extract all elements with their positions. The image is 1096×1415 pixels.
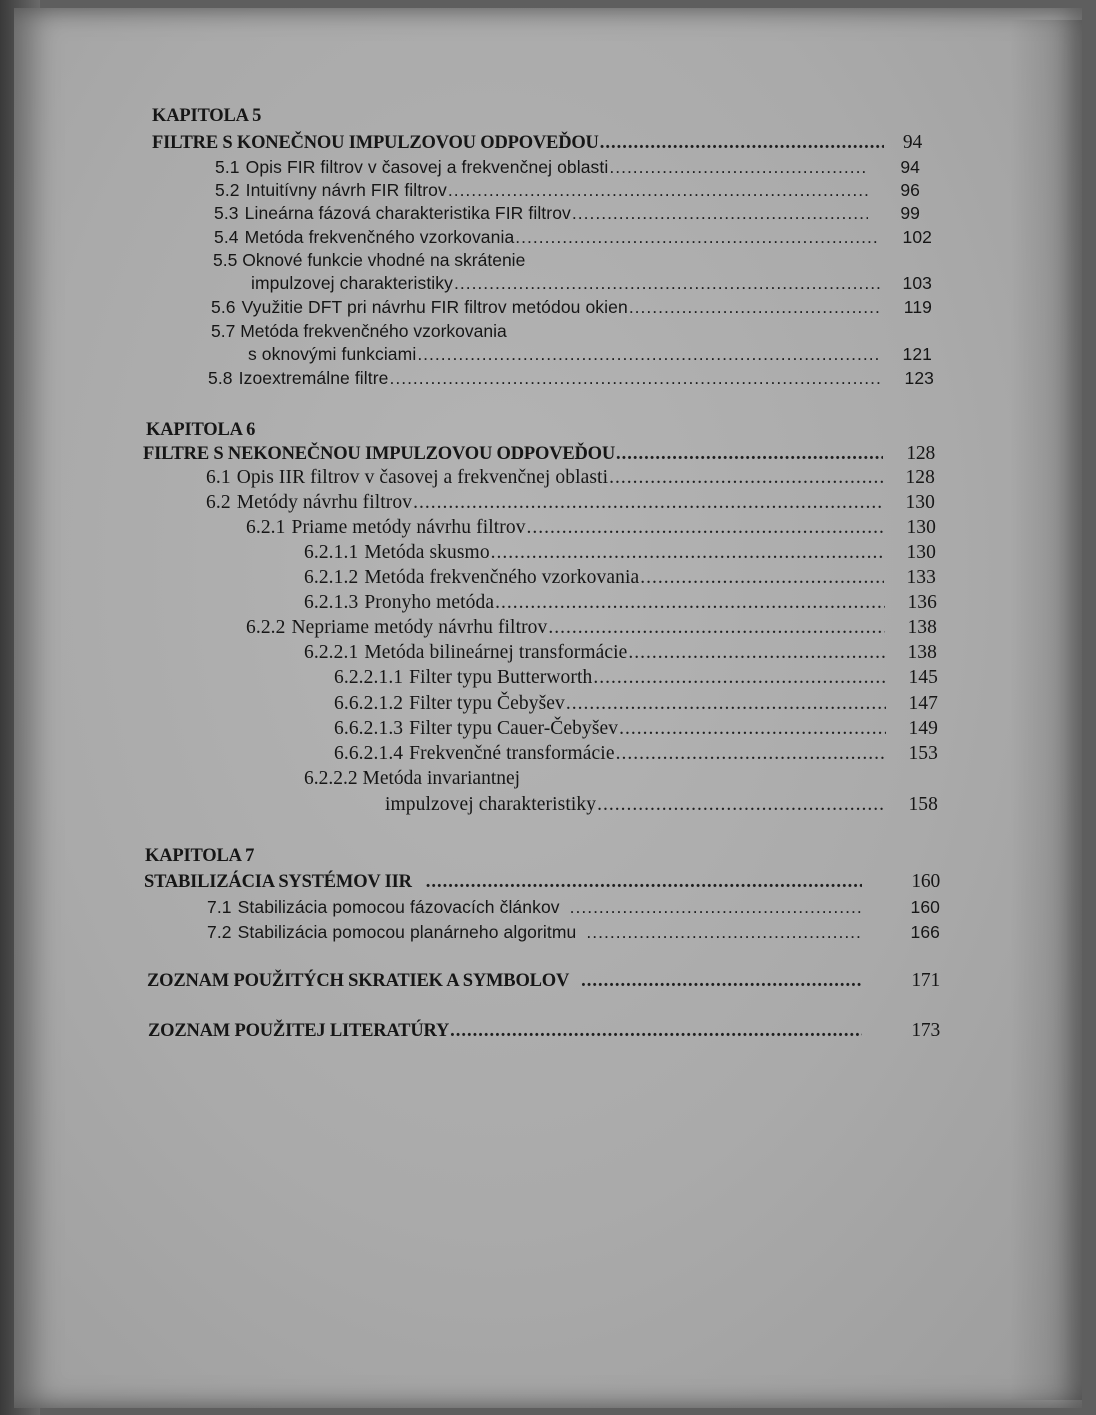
page-number: 160 bbox=[911, 871, 940, 892]
toc-entry[interactable] bbox=[385, 793, 938, 817]
toc-entry[interactable] bbox=[246, 616, 937, 640]
entry-title-continued: s oknovými funkciami bbox=[248, 344, 417, 364]
page-number: 130 bbox=[906, 542, 936, 563]
page-number: 96 bbox=[900, 180, 920, 200]
entry-title-continued: impulzovej charakteristiky bbox=[385, 794, 597, 815]
entry-number: 6.6.2.1.4 bbox=[334, 743, 404, 764]
toc-chapter-title[interactable] bbox=[143, 442, 935, 466]
leader-dots bbox=[495, 591, 885, 615]
toc-entry-first-line[interactable] bbox=[304, 767, 520, 791]
toc-chapter-title[interactable] bbox=[152, 131, 922, 155]
toc-entry[interactable] bbox=[214, 201, 920, 225]
leader-dots bbox=[628, 641, 885, 665]
toc-entry[interactable] bbox=[304, 591, 937, 615]
leader-dots bbox=[491, 541, 884, 565]
leader-dots bbox=[389, 366, 882, 390]
entry-number: 5.3 bbox=[214, 203, 239, 223]
leader-dots bbox=[450, 1019, 862, 1043]
leader-dots bbox=[616, 742, 886, 766]
toc-entry[interactable] bbox=[334, 666, 938, 690]
page-number: 130 bbox=[905, 492, 935, 513]
entry-title: Frekvenčné transformácie bbox=[409, 743, 615, 764]
toc-entry[interactable] bbox=[215, 155, 920, 179]
entry-number: 6.2.2.2 bbox=[304, 768, 358, 789]
toc-entry[interactable] bbox=[248, 342, 932, 366]
page-number: 147 bbox=[908, 693, 938, 714]
page-number: 171 bbox=[911, 970, 940, 991]
entry-title: Metóda bilineárnej transformácie bbox=[364, 642, 628, 663]
leader-dots bbox=[586, 920, 862, 944]
leader-dots bbox=[566, 692, 886, 716]
entry-number: 6.2.2 bbox=[246, 617, 286, 638]
chapter-label: KAPITOLA 6 bbox=[146, 420, 256, 440]
entry-number: 6.6.2.1.3 bbox=[334, 718, 404, 739]
entry-number: 5.1 bbox=[215, 157, 240, 177]
page-number: 158 bbox=[908, 794, 938, 815]
page-number: 94 bbox=[902, 132, 922, 153]
leader-dots bbox=[593, 666, 886, 690]
page-number: 133 bbox=[906, 567, 936, 588]
entry-title: Využitie DFT pri návrhu FIR filtrov metódou okien bbox=[241, 297, 628, 317]
chapter-title-text: FILTRE S NEKONEČNOU IMPULZOVOU ODPOVEĎOU bbox=[143, 444, 615, 464]
entry-number: 5.5 bbox=[213, 250, 238, 270]
entry-title: Stabilizácia pomocou planárneho algoritmu bbox=[237, 922, 577, 942]
entry-number: 5.7 bbox=[211, 321, 236, 341]
toc-entry[interactable] bbox=[211, 295, 932, 319]
toc-appendix-entry[interactable] bbox=[147, 969, 940, 993]
entry-number: 5.8 bbox=[208, 368, 233, 388]
leader-dots bbox=[448, 178, 868, 202]
toc-entry[interactable] bbox=[251, 271, 932, 295]
page-number: 138 bbox=[907, 642, 937, 663]
page-number: 128 bbox=[906, 443, 935, 464]
leader-dots bbox=[570, 895, 862, 919]
leader-dots bbox=[572, 201, 868, 225]
entry-title: Lineárna fázová charakteristika FIR filtrov bbox=[244, 203, 571, 223]
page-number: 119 bbox=[903, 297, 932, 317]
leader-dots bbox=[454, 271, 880, 295]
leader-dots bbox=[581, 969, 862, 993]
entry-number: 7.1 bbox=[207, 897, 232, 917]
entry-title: Filter typu Cauer-Čebyšev bbox=[409, 718, 619, 739]
chapter-title-text: FILTRE S KONEČNOU IMPULZOVOU ODPOVEĎOU bbox=[152, 133, 599, 153]
page-number: 103 bbox=[902, 273, 932, 293]
entry-number: 6.2.1.2 bbox=[304, 567, 359, 588]
page-number: 123 bbox=[904, 368, 934, 388]
toc-entry[interactable] bbox=[304, 541, 936, 565]
page-number: 128 bbox=[905, 467, 935, 488]
entry-title: Metóda frekvenčného vzorkovania bbox=[244, 227, 515, 247]
toc-entry[interactable] bbox=[334, 692, 938, 716]
toc-entry[interactable] bbox=[334, 742, 938, 766]
entry-title: Metóda frekvenčného vzorkovania bbox=[364, 567, 640, 588]
leader-dots bbox=[515, 225, 880, 249]
page-number: 102 bbox=[902, 227, 932, 247]
page-number: 121 bbox=[902, 344, 932, 364]
leader-dots bbox=[616, 442, 883, 466]
toc-entry-first-line[interactable] bbox=[211, 319, 507, 343]
toc-entry[interactable] bbox=[246, 516, 936, 540]
appendix-title: ZOZNAM POUŽITÝCH SKRATIEK A SYMBOLOV bbox=[147, 971, 570, 991]
page-number: 138 bbox=[907, 617, 937, 638]
entry-title: Intuitívny návrh FIR filtrov bbox=[245, 180, 447, 200]
toc-chapter-title[interactable] bbox=[144, 870, 940, 894]
entry-number: 7.2 bbox=[207, 922, 232, 942]
toc-entry[interactable] bbox=[304, 566, 936, 590]
entry-number: 6.2.1.1 bbox=[304, 542, 359, 563]
entry-title: Izoextremálne filtre bbox=[238, 368, 389, 388]
entry-title: Filter typu Čebyšev bbox=[409, 693, 565, 714]
entry-title: Opis FIR filtrov v časovej a frekvenčnej oblasti bbox=[245, 157, 609, 177]
entry-title-continued: impulzovej charakteristiky bbox=[251, 273, 453, 293]
chapter-title-text: STABILIZÁCIA SYSTÉMOV IIR bbox=[144, 872, 412, 892]
leader-dots bbox=[527, 516, 884, 540]
page-number: 94 bbox=[900, 157, 920, 177]
page-number: 173 bbox=[911, 1020, 940, 1041]
entry-title: Metóda skusmo bbox=[364, 542, 490, 563]
entry-title: Nepriame metódy návrhu filtrov bbox=[291, 617, 548, 638]
chapter-label: KAPITOLA 5 bbox=[152, 106, 262, 126]
entry-title: Metóda invariantnej bbox=[362, 768, 521, 789]
entry-title: Priame metódy návrhu filtrov bbox=[291, 517, 526, 538]
entry-title: Stabilizácia pomocou fázovacích článkov bbox=[237, 897, 560, 917]
leader-dots bbox=[609, 466, 883, 490]
entry-number: 6.2 bbox=[206, 492, 231, 513]
toc-entry[interactable] bbox=[206, 466, 935, 490]
leader-dots bbox=[600, 131, 884, 155]
toc-entry-first-line[interactable] bbox=[213, 248, 525, 272]
entry-number: 5.6 bbox=[211, 297, 236, 317]
leader-dots bbox=[413, 491, 883, 515]
entry-title: Metóda frekvenčného vzorkovania bbox=[240, 321, 507, 341]
page-number: 136 bbox=[907, 592, 937, 613]
page-number: 160 bbox=[910, 897, 940, 917]
leader-dots bbox=[548, 616, 885, 640]
entry-number: 5.2 bbox=[215, 180, 240, 200]
leader-dots bbox=[417, 342, 880, 366]
leader-dots bbox=[629, 295, 880, 319]
entry-number: 6.6.2.1.2 bbox=[334, 693, 404, 714]
leader-dots bbox=[619, 717, 886, 741]
toc-entry[interactable] bbox=[208, 366, 934, 390]
leader-dots bbox=[597, 793, 886, 817]
page-number: 149 bbox=[908, 718, 938, 739]
toc-entry[interactable] bbox=[206, 491, 935, 515]
entry-number: 6.2.1.3 bbox=[304, 592, 359, 613]
page-number: 153 bbox=[908, 743, 938, 764]
entry-title: Metódy návrhu filtrov bbox=[236, 492, 413, 513]
entry-number: 6.2.1 bbox=[246, 517, 286, 538]
entry-number: 6.1 bbox=[206, 467, 231, 488]
leader-dots bbox=[640, 566, 884, 590]
toc-appendix-entry[interactable] bbox=[148, 1019, 940, 1043]
appendix-title: ZOZNAM POUŽITEJ LITERATÚRY bbox=[148, 1021, 450, 1041]
entry-number: 6.2.2.1.1 bbox=[334, 667, 404, 688]
page-number: 99 bbox=[900, 203, 920, 223]
entry-title: Opis IIR filtrov v časovej a frekvenčnej oblasti bbox=[236, 467, 609, 488]
entry-title: Filter typu Butterworth bbox=[409, 667, 593, 688]
page-number: 166 bbox=[910, 922, 940, 942]
leader-dots bbox=[609, 155, 868, 179]
toc-entry[interactable] bbox=[215, 178, 920, 202]
toc-entry[interactable] bbox=[207, 920, 940, 944]
chapter-label: KAPITOLA 7 bbox=[145, 846, 255, 866]
entry-number: 5.4 bbox=[214, 227, 239, 247]
entry-number: 6.2.2.1 bbox=[304, 642, 359, 663]
entry-title: Oknové funkcie vhodné na skrátenie bbox=[242, 250, 526, 270]
toc-entry[interactable] bbox=[334, 717, 938, 741]
page-number: 145 bbox=[908, 667, 938, 688]
toc-entry[interactable] bbox=[214, 225, 932, 249]
leader-dots bbox=[426, 870, 862, 894]
page-number: 130 bbox=[906, 517, 936, 538]
toc-entry[interactable] bbox=[304, 641, 937, 665]
entry-title: Pronyho metóda bbox=[364, 592, 495, 613]
toc-entry[interactable] bbox=[207, 895, 940, 919]
